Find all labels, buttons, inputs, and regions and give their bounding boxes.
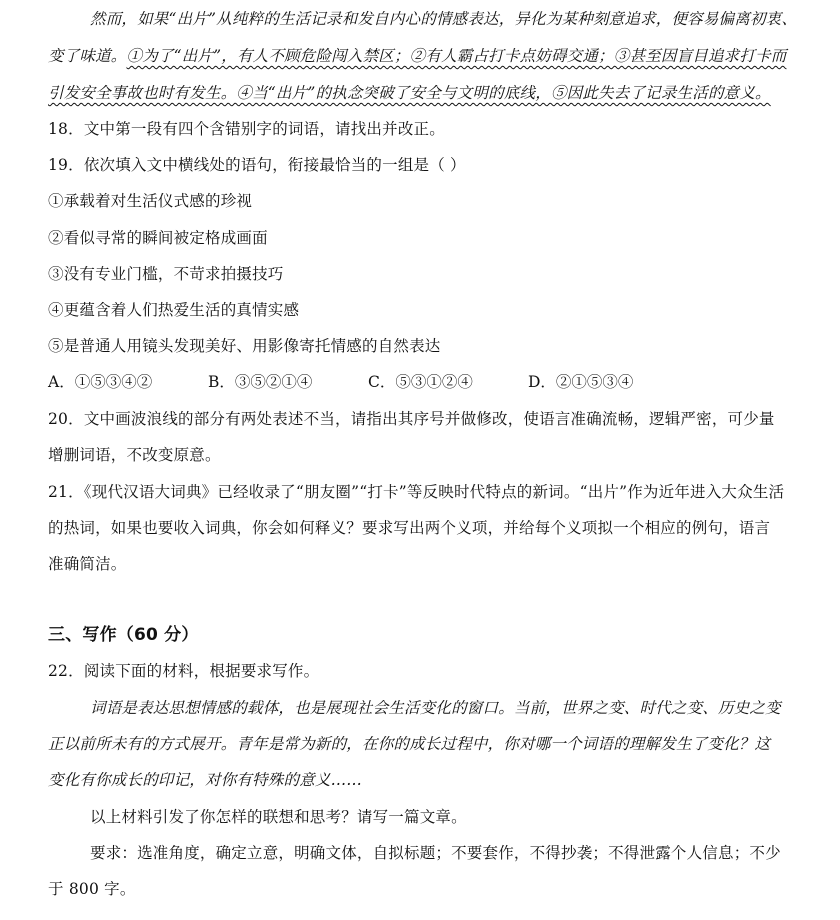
question-19-item-2: ②看似寻常的瞬间被定格成画面 <box>48 229 268 247</box>
writing-prompt: 以上材料引发了你怎样的联想和思考？请写一篇文章。 <box>90 808 467 826</box>
question-21-line-1: 21．《现代汉语大词典》已经收录了“朋友圈”“打卡”等反映时代特点的新词。“出片”作为近年进入大众生活 <box>48 483 785 501</box>
option-d: D．②①⑤③④ <box>528 373 634 391</box>
passage-line-1: 然而，如果“出片”从纯粹的生活记录和发自内心的情感表达，异化为某种刻意追求，便容易偏离初衷、 <box>90 10 798 28</box>
wavy-underlined-text-1: ①为了“出片”，有人不顾危险闯入禁区；②有人霸占打卡点妨碍交通；③甚至因盲目追求打卡而 <box>126 47 787 65</box>
question-18: 18．文中第一段有四个含错别字的词语，请找出并改正。 <box>48 120 445 138</box>
question-19-item-3: ③没有专业门槛，不苛求拍摄技巧 <box>48 265 284 283</box>
material-line-3: 变化有你成长的印记，对你有特殊的意义…… <box>48 771 363 789</box>
option-b: B．③⑤②①④ <box>208 373 313 391</box>
writing-requirements-line-1: 要求：选准角度，确定立意，明确文体，自拟标题；不要套作，不得抄袭；不得泄露个人信息；不少 <box>90 844 781 862</box>
wavy-underlined-text-2: 引发安全事故也时有发生。④当“出片”的执念突破了安全与文明的底线，⑤因此失去了记录生活的意义。 <box>48 84 771 102</box>
material-line-2: 正以前所未有的方式展开。青年是常为新的，在你的成长过程中，你对哪一个词语的理解发生了变化？这 <box>48 735 771 753</box>
question-20-line-2: 增删词语，不改变原意。 <box>48 446 221 464</box>
section-writing-title: 三、写作（60 分） <box>48 625 199 645</box>
question-21-line-3: 准确简洁。 <box>48 555 127 573</box>
question-19-item-5: ⑤是普通人用镜头发现美好、用影像寄托情感的自然表达 <box>48 337 441 355</box>
material-line-1: 词语是表达思想情感的载体，也是展现社会生活变化的窗口。当前，世界之变、时代之变、历史之变 <box>90 699 781 717</box>
option-a: A．①⑤③④② <box>48 373 153 391</box>
question-19-item-1: ①承载着对生活仪式感的珍视 <box>48 192 253 210</box>
question-19-item-4: ④更蕴含着人们热爱生活的真情实感 <box>48 301 300 319</box>
question-21-line-2: 的热词，如果也要收入词典，你会如何释义？要求写出两个义项，并给每个义项拟一个相应的例句，语言 <box>48 519 771 537</box>
option-c: C．⑤③①②④ <box>368 373 473 391</box>
passage-line-2 <box>48 45 820 67</box>
question-19-stem: 19．依次填入文中横线处的语句，衔接最恰当的一组是（ ） <box>48 156 466 174</box>
question-20-line-1: 20．文中画波浪线的部分有两处表述不当，请指出其序号并做修改，使语言准确流畅，逻辑严密，可少量 <box>48 410 775 428</box>
question-19-options <box>48 371 688 393</box>
question-22-stem: 22．阅读下面的材料，根据要求写作。 <box>48 662 320 680</box>
passage-line-3 <box>48 82 820 104</box>
passage-line-2-plain: 变了味道。 <box>48 47 127 65</box>
writing-requirements-line-2: 于 800 字。 <box>48 880 136 898</box>
